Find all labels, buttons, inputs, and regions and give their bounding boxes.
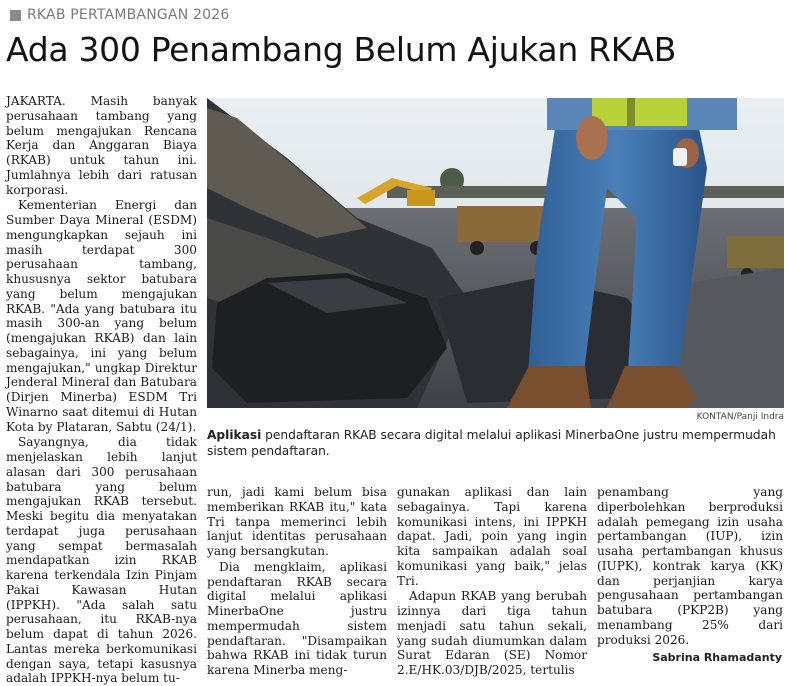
paragraph: JAKARTA. Masih banyak perusahaan tambang yang belum mengajukan Rencana Kerja dan Anggaran Biaya (RKAB) untuk tahun ini. Jumlahnya lebih dari ratusan korporasi. <box>6 94 197 197</box>
caption-text: pendaftaran RKAB secara digital melalui aplikasi MinerbaOne justru mempermudah sistem pendaftaran. <box>207 428 776 458</box>
headline: Ada 300 Penambang Belum Ajukan RKAB <box>6 30 677 69</box>
photo-credit: KONTAN/Panji Indra <box>696 412 784 422</box>
kicker-square-icon <box>10 10 21 21</box>
paragraph: Adapun RKAB yang berubah izinnya dari tiga tahun menjadi satu tahun sekali, yang sudah diumumkan dalam Surat Edaran (SE) Nomor 2.E/HK.03/DJB/2025, tertulis <box>397 589 587 677</box>
author-byline: Sabrina Rhamadanty <box>652 651 782 664</box>
paragraph: Kementerian Energi dan Sumber Daya Mineral (ESDM) mengungkapkan sejauh ini masih terdapat 300 perusahaan tambang, khususnya sektor batubara yang belum mengajukan RKAB. "Ada yang batubara itu masih 300-an yang belum (mengajukan RKAB) dan lain sebagainya, ini yang belum mengajukan," ungkap Direktur Jenderal Mineral dan Batubara (Dirjen Minerba) ESDM Tri Winarno saat ditemui di Hutan Kota by Plataran, Sabtu (24/1). <box>6 198 197 434</box>
article-column-4 <box>597 485 783 647</box>
article-column-2 <box>207 485 387 678</box>
paragraph: gunakan aplikasi dan lain sebagainya. Tapi karena komunikasi intens, ini IPPKH dapat. Jadi, poin yang ingin kita sampaikan adalah soal komunikasi yang baik," jelas Tri. <box>397 485 587 588</box>
caption-lead: Aplikasi <box>207 428 262 442</box>
paragraph: run, jadi kami belum bisa memberikan RKAB itu," kata Tri tanpa memerinci lebih lanjut identitas perusahaan yang bersangkutan. <box>207 485 387 558</box>
mining-photo <box>207 98 784 408</box>
paragraph: Dia mengklaim, aplikasi pendaftaran RKAB secara digital melalui aplikasi MinerbaOne justru mempermudah sistem pendaftaran. "Disampaikan bahwa RKAB ini tidak turun karena Minerba meng- <box>207 559 387 677</box>
kicker-text: RKAB PERTAMBANGAN 2026 <box>27 7 230 23</box>
article-column-1 <box>6 94 197 686</box>
photo-caption <box>207 427 785 459</box>
paragraph: Sayangnya, dia tidak menjelaskan lebih lanjut alasan dari 300 perusahaan batubara yang belum mengajukan RKAB tersebut. Meski begitu dia menyatakan terdapat juga perusahaan yang sempat bermasalah mendapatkan izin RKAB karena terkendala Izin Pinjam Pakai Kawasan Hutan (IPPKH). "Ada salah satu perusahaan, itu RKAB-nya belum dapat di tahun 2026. Lantas mereka berkomunikasi dengan saya, tetapi kasusnya adalah IPPKH-nya belum tu- <box>6 435 197 686</box>
section-kicker <box>10 5 229 25</box>
article-column-3 <box>397 485 587 678</box>
paragraph: penambang yang diperbolehkan berproduksi adalah pemegang izin usaha pertambangan (IUP), izin usaha pertambangan khusus (IUPK), kontrak karya (KK) dan perjanjian karya pengusahaan pertambangan batubara (PKP2B) yang menambang 25% dari produksi 2026. <box>597 485 783 647</box>
